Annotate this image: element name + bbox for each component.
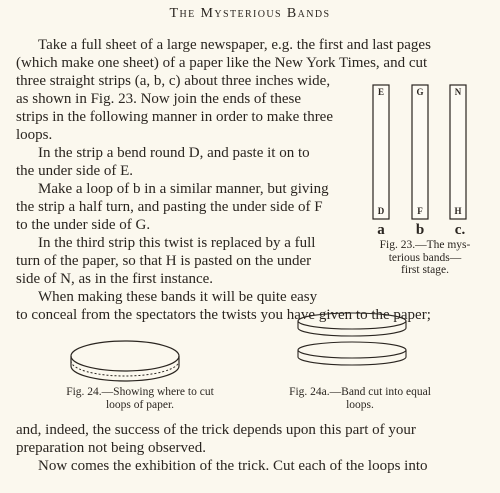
strip-b [412,85,428,219]
text-line-15: When making these bands it will be quite easy [38,289,318,305]
figure-24a [296,310,446,375]
text-line-11: to the under side of G. [16,217,151,233]
fig24-caption-line-2: loops of paper. [105,398,175,411]
text-line-18: preparation not being observed. [16,440,206,456]
text-line-9: Make a loop of b in a similar manner, but giving [38,181,329,197]
strip-letters [364,220,494,240]
fig23-caption-line-2: terious bands— [388,251,462,264]
text-line-13: turn of the paper, so that H is pasted on the under [16,253,312,269]
label-g: G [416,87,424,97]
text-line-1: Take a full sheet of a large newspaper, e.g. the first and last pages [38,37,431,53]
figure-24-caption [30,386,250,411]
strip-name-c: c. [454,222,466,238]
figure-24a-caption [260,386,460,411]
label-h: H [454,206,462,216]
text-line-2: (which make one sheet) of a paper like the New York Times, and cut [16,55,428,71]
figure-23-caption [360,239,490,277]
text-line-12: In the third strip this twist is replaced by a full [38,235,316,251]
figure-23 [364,80,494,228]
fig24a-caption-line-2: loops. [346,398,374,411]
text-line-14: side of N, as in the first instance. [16,271,214,287]
fig24a-caption-line-1: Fig. 24a.—Band cut into equal [289,386,431,398]
text-line-19: Now comes the exhibition of the trick. Cut each of the loops into [38,458,428,474]
label-e: E [377,87,385,97]
text-line-16: to conceal from the spectators the twists you have given to the paper; [16,307,431,323]
text-line-8: the under side of E. [16,163,134,179]
fig23-caption-line-3: first stage. [401,264,449,276]
text-line-4: as shown in Fig. 23. Now join the ends of these [16,91,301,107]
fig23-caption-line-1: Fig. 23.—The mys- [379,239,471,251]
figure-24 [70,326,220,386]
text-line-3: three straight strips (a, b, c) about three inches wide, [16,73,331,89]
strip-name-a: a [377,222,385,238]
label-f: F [417,206,423,216]
strip-a [373,85,389,219]
text-line-5: strips in the following manner in order to make three [16,109,333,125]
label-d: D [377,206,385,216]
text-line-7: In the strip a bend round D, and paste it on to [38,145,310,161]
page-title: The Mysterious Bands [169,6,331,21]
label-n: N [454,87,462,97]
text-line-10: the strip a half turn, and pasting the under side of F [16,199,323,215]
strip-c [450,85,466,219]
strip-name-b: b [415,222,425,238]
text-line-6: loops. [16,127,53,143]
text-line-17: and, indeed, the success of the trick depends upon this part of your [16,422,416,438]
fig24-caption-line-1: Fig. 24.—Showing where to cut [66,386,214,398]
